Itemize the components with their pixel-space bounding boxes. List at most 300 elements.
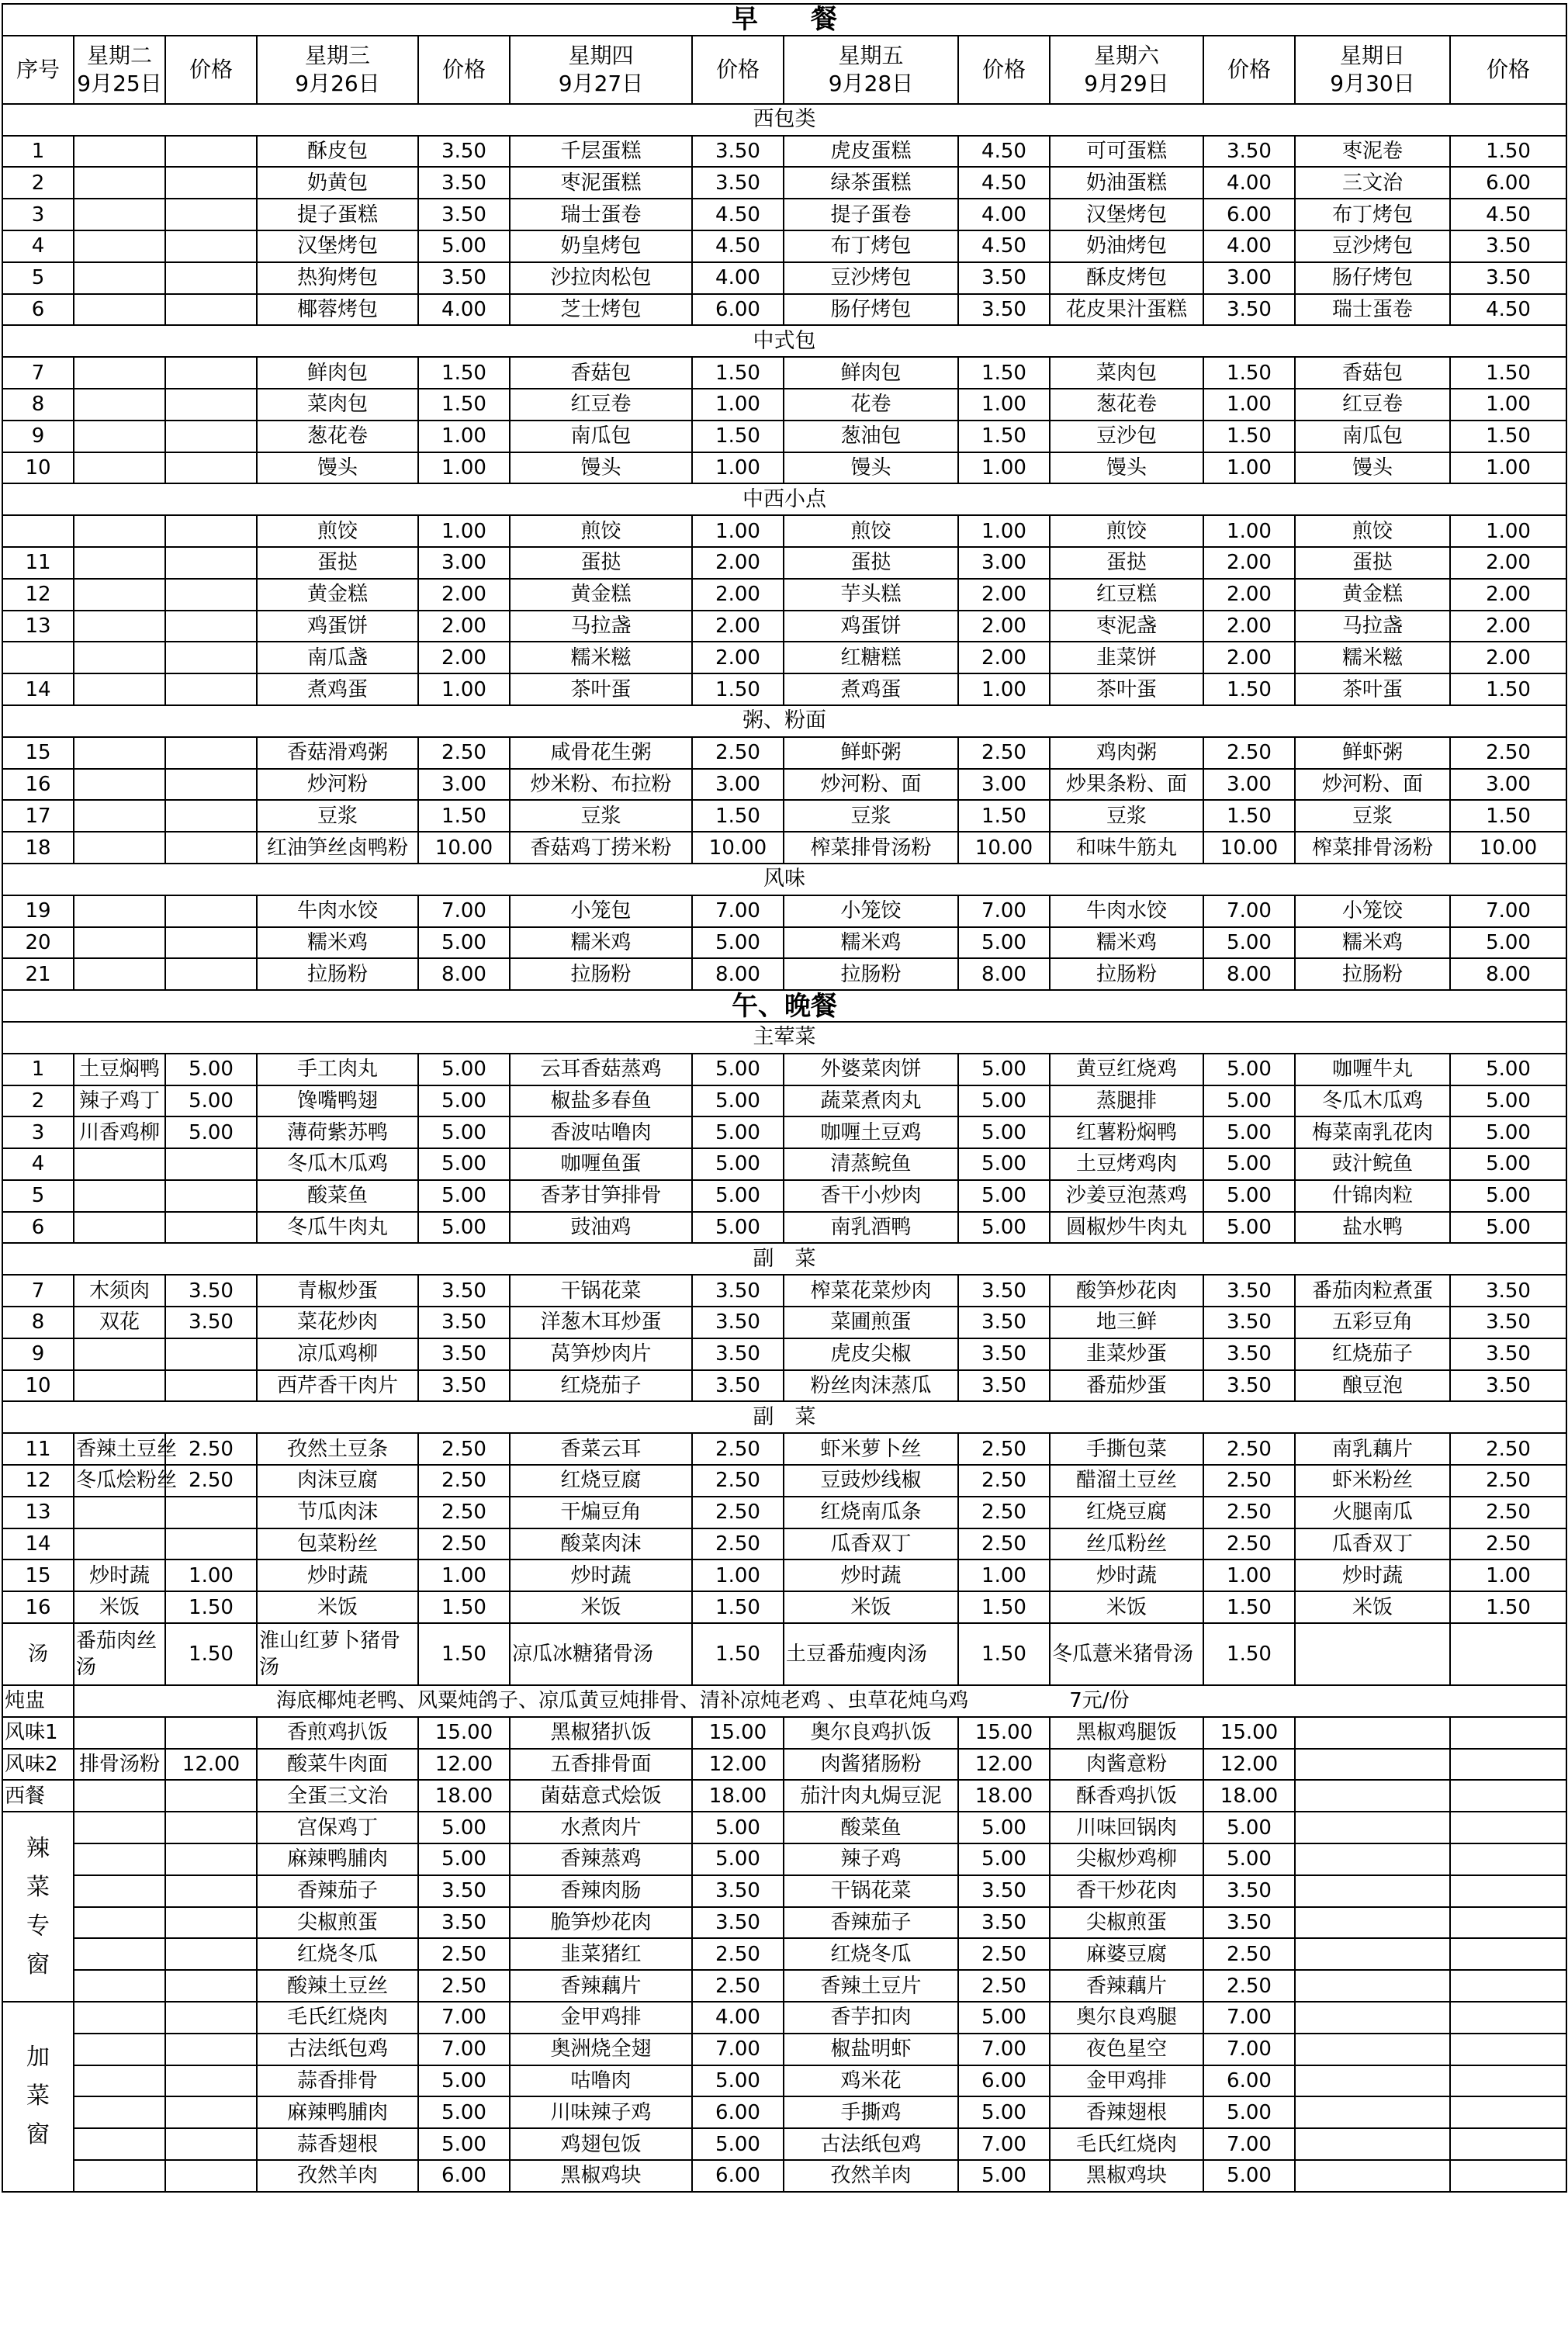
sun-price: 1.00 — [1450, 389, 1566, 421]
menu-row — [2, 1275, 1566, 1307]
wed-dish: 煮鸡蛋 — [257, 673, 418, 705]
sun-dish — [1295, 2065, 1450, 2097]
tue-dish — [74, 832, 165, 864]
sat-dish: 香辣翅根 — [1050, 2096, 1203, 2128]
wed-price: 18.00 — [418, 1780, 510, 1812]
fri-price: 1.50 — [958, 421, 1050, 452]
special-row — [2, 1749, 1566, 1781]
day-header — [510, 36, 692, 104]
wed-dish: 西芹香干肉片 — [257, 1370, 418, 1402]
tue-dish: 炒时蔬 — [74, 1559, 165, 1591]
sun-price: 2.00 — [1450, 579, 1566, 611]
tue-dish — [74, 294, 165, 326]
sun-price: 2.00 — [1450, 547, 1566, 579]
wed-price: 2.50 — [418, 1528, 510, 1560]
thu-price: 1.00 — [692, 389, 784, 421]
menu-row — [2, 927, 1566, 959]
section-title: 主荤菜 — [2, 1022, 1566, 1054]
thu-price: 3.50 — [692, 1370, 784, 1402]
thu-dish: 香辣蒸鸡 — [510, 1843, 692, 1875]
wed-dish: 淮山红萝卜猪骨汤 — [257, 1623, 418, 1685]
sun-dish: 馒头 — [1295, 452, 1450, 484]
soup-row — [2, 1623, 1566, 1685]
stew-label: 炖盅 — [2, 1685, 74, 1717]
thu-dish: 干煸豆角 — [510, 1497, 692, 1528]
sat-dish: 麻婆豆腐 — [1050, 1938, 1203, 1970]
wed-dish: 馋嘴鸭翅 — [257, 1085, 418, 1117]
menu-row — [2, 515, 1566, 547]
fri-dish: 手撕鸡 — [784, 2096, 958, 2128]
thu-price: 4.00 — [692, 2002, 784, 2034]
tue-dish — [74, 230, 165, 262]
tue-dish — [74, 895, 165, 927]
extra-row — [2, 2065, 1566, 2097]
sat-dish: 肉酱意粉 — [1050, 1749, 1203, 1781]
sat-price: 5.00 — [1203, 2096, 1295, 2128]
tue-price — [165, 769, 257, 801]
thu-dish: 煎饺 — [510, 515, 692, 547]
sun-dish — [1295, 2096, 1450, 2128]
sun-dish — [1295, 1623, 1450, 1685]
thu-price: 12.00 — [692, 1749, 784, 1781]
fri-dish: 红烧南瓜条 — [784, 1497, 958, 1528]
price-header: 价格 — [692, 36, 784, 104]
sun-dish: 肠仔烤包 — [1295, 262, 1450, 294]
spicy-row — [2, 1938, 1566, 1970]
tue-dish — [74, 1180, 165, 1212]
tue-dish — [74, 1938, 165, 1970]
sat-price: 2.50 — [1203, 1528, 1295, 1560]
wed-dish: 南瓜盏 — [257, 642, 418, 673]
wed-price: 3.00 — [418, 547, 510, 579]
sat-dish: 菜肉包 — [1050, 357, 1203, 389]
tue-price — [165, 2096, 257, 2128]
wed-price: 1.50 — [418, 357, 510, 389]
tue-price — [165, 357, 257, 389]
tue-price — [165, 800, 257, 832]
thu-dish: 鸡翅包饭 — [510, 2128, 692, 2160]
index-cell: 4 — [2, 1148, 74, 1180]
index-cell: 10 — [2, 452, 74, 484]
fri-dish: 外婆菜肉饼 — [784, 1054, 958, 1085]
sun-price — [1450, 1970, 1566, 2002]
tue-dish — [74, 1528, 165, 1560]
index-cell: 3 — [2, 1116, 74, 1148]
thu-price: 1.50 — [692, 357, 784, 389]
sun-dish: 瑞士蛋卷 — [1295, 294, 1450, 326]
index-cell — [2, 515, 74, 547]
section-title: 副 菜 — [2, 1243, 1566, 1275]
thu-dish: 咖喱鱼蛋 — [510, 1148, 692, 1180]
sun-price: 1.50 — [1450, 421, 1566, 452]
sat-dish: 醋溜土豆丝 — [1050, 1465, 1203, 1497]
sun-price — [1450, 1717, 1566, 1749]
thu-price: 2.50 — [692, 1970, 784, 2002]
sat-price: 3.50 — [1203, 136, 1295, 168]
fri-price: 5.00 — [958, 1843, 1050, 1875]
thu-dish: 莴笋炒肉片 — [510, 1338, 692, 1370]
stew-text: 海底椰炖老鸭、风粟炖鸽子、凉瓜黄豆炖排骨、清补凉炖老鸡 、虫草花炖乌鸡 7元/份 — [74, 1685, 1566, 1717]
section-title: 风味 — [2, 864, 1566, 895]
sat-dish: 手撕包菜 — [1050, 1433, 1203, 1465]
sun-price: 2.50 — [1450, 1528, 1566, 1560]
sat-dish: 汉堡烤包 — [1050, 199, 1203, 230]
fri-dish: 清蒸鲩鱼 — [784, 1148, 958, 1180]
wed-dish: 汉堡烤包 — [257, 230, 418, 262]
sat-price: 5.00 — [1203, 1054, 1295, 1085]
thu-dish: 奶皇烤包 — [510, 230, 692, 262]
tue-price: 3.50 — [165, 1307, 257, 1338]
menu-row — [2, 230, 1566, 262]
sat-dish: 红烧豆腐 — [1050, 1497, 1203, 1528]
thu-price: 8.00 — [692, 958, 784, 990]
fri-dish: 芋头糕 — [784, 579, 958, 611]
sun-dish — [1295, 1749, 1450, 1781]
thu-dish: 南瓜包 — [510, 421, 692, 452]
wed-dish: 酥皮包 — [257, 136, 418, 168]
sat-price: 2.50 — [1203, 737, 1295, 769]
fri-dish: 虾米萝卜丝 — [784, 1433, 958, 1465]
wed-dish: 酸菜鱼 — [257, 1180, 418, 1212]
thu-dish: 奥洲烧全翅 — [510, 2034, 692, 2065]
wed-dish: 提子蛋糕 — [257, 199, 418, 230]
sun-price: 5.00 — [1450, 1116, 1566, 1148]
tue-dish — [74, 1812, 165, 1843]
thu-price: 2.00 — [692, 642, 784, 673]
menu-row — [2, 832, 1566, 864]
wed-price: 6.00 — [418, 2160, 510, 2192]
sun-dish: 什锦肉粒 — [1295, 1180, 1450, 1212]
thu-price: 2.50 — [692, 1465, 784, 1497]
sun-dish: 糯米糍 — [1295, 642, 1450, 673]
special-label: 风味1 — [2, 1717, 74, 1749]
sun-dish: 榨菜排骨汤粉 — [1295, 832, 1450, 864]
wed-dish: 红烧冬瓜 — [257, 1938, 418, 1970]
sat-dish: 酸笋炒花肉 — [1050, 1275, 1203, 1307]
sat-price: 3.50 — [1203, 1338, 1295, 1370]
wed-price: 5.00 — [418, 927, 510, 959]
wed-dish: 古法纸包鸡 — [257, 2034, 418, 2065]
wed-dish: 肉沫豆腐 — [257, 1465, 418, 1497]
fri-price: 10.00 — [958, 832, 1050, 864]
sat-price: 10.00 — [1203, 832, 1295, 864]
sun-dish: 火腿南瓜 — [1295, 1497, 1450, 1528]
thu-dish: 黄金糕 — [510, 579, 692, 611]
tue-dish — [74, 1148, 165, 1180]
thu-dish: 韭菜猪红 — [510, 1938, 692, 1970]
fri-dish: 干锅花菜 — [784, 1875, 958, 1907]
weekday-label: 星期日 — [1339, 42, 1405, 68]
index-cell: 21 — [2, 958, 74, 990]
tue-price — [165, 958, 257, 990]
sun-price: 4.50 — [1450, 294, 1566, 326]
sat-price: 18.00 — [1203, 1780, 1295, 1812]
tue-price — [165, 230, 257, 262]
sun-dish: 南瓜包 — [1295, 421, 1450, 452]
wed-price: 3.50 — [418, 1875, 510, 1907]
tue-dish — [74, 515, 165, 547]
wed-price: 3.50 — [418, 1307, 510, 1338]
fri-dish: 虎皮蛋糕 — [784, 136, 958, 168]
sat-dish: 豆浆 — [1050, 800, 1203, 832]
sun-price: 3.50 — [1450, 230, 1566, 262]
wed-price: 4.00 — [418, 294, 510, 326]
sat-dish: 酥香鸡扒饭 — [1050, 1780, 1203, 1812]
weekday-label: 星期四 — [568, 42, 634, 68]
fri-price: 3.00 — [958, 547, 1050, 579]
wed-dish: 葱花卷 — [257, 421, 418, 452]
thu-dish: 金甲鸡排 — [510, 2002, 692, 2034]
fri-price: 3.50 — [958, 1338, 1050, 1370]
extra-row — [2, 2096, 1566, 2128]
tue-dish: 冬瓜烩粉丝 — [74, 1465, 165, 1497]
section-row — [2, 705, 1566, 737]
sun-dish: 拉肠粉 — [1295, 958, 1450, 990]
fri-dish: 南乳酒鸭 — [784, 1212, 958, 1244]
sun-dish — [1295, 1812, 1450, 1843]
wed-price: 3.50 — [418, 262, 510, 294]
menu-row — [2, 136, 1566, 168]
wed-dish: 菜花炒肉 — [257, 1307, 418, 1338]
price-header: 价格 — [418, 36, 510, 104]
wed-dish: 宫保鸡丁 — [257, 1812, 418, 1843]
thu-price: 5.00 — [692, 2128, 784, 2160]
menu-row — [2, 199, 1566, 230]
sun-dish: 三文治 — [1295, 167, 1450, 199]
thu-dish: 咸骨花生粥 — [510, 737, 692, 769]
wed-price: 2.00 — [418, 642, 510, 673]
sat-dish: 豆沙包 — [1050, 421, 1203, 452]
wed-price: 7.00 — [418, 2002, 510, 2034]
thu-price: 3.50 — [692, 1907, 784, 1939]
wed-dish: 全蛋三文治 — [257, 1780, 418, 1812]
fri-dish: 糯米鸡 — [784, 927, 958, 959]
sun-dish: 炒河粉、面 — [1295, 769, 1450, 801]
menu-row — [2, 262, 1566, 294]
thu-dish: 炒时蔬 — [510, 1559, 692, 1591]
thu-price: 5.00 — [692, 1116, 784, 1148]
fri-dish: 绿茶蛋糕 — [784, 167, 958, 199]
menu-row — [2, 579, 1566, 611]
index-cell: 10 — [2, 1370, 74, 1402]
wed-price: 3.00 — [418, 769, 510, 801]
sat-dish: 韭菜饼 — [1050, 642, 1203, 673]
sun-dish — [1295, 2034, 1450, 2065]
thu-dish: 香菇包 — [510, 357, 692, 389]
sun-price — [1450, 1907, 1566, 1939]
menu-row — [2, 1559, 1566, 1591]
thu-price: 1.50 — [692, 1623, 784, 1685]
fri-dish: 炒河粉、面 — [784, 769, 958, 801]
tue-dish — [74, 1212, 165, 1244]
tue-price — [165, 1938, 257, 1970]
sun-dish — [1295, 1938, 1450, 1970]
sat-dish: 夜色星空 — [1050, 2034, 1203, 2065]
fri-price: 1.50 — [958, 800, 1050, 832]
sat-dish: 糯米鸡 — [1050, 927, 1203, 959]
section-title: 粥、粉面 — [2, 705, 1566, 737]
thu-price: 5.00 — [692, 927, 784, 959]
fri-price: 1.00 — [958, 1559, 1050, 1591]
fri-dish: 香辣茄子 — [784, 1907, 958, 1939]
sat-dish: 馒头 — [1050, 452, 1203, 484]
fri-price: 5.00 — [958, 1812, 1050, 1843]
tue-price — [165, 515, 257, 547]
thu-dish: 小笼包 — [510, 895, 692, 927]
fri-dish: 椒盐明虾 — [784, 2034, 958, 2065]
tue-dish — [74, 199, 165, 230]
thu-dish: 黑椒鸡块 — [510, 2160, 692, 2192]
wed-price: 5.00 — [418, 1085, 510, 1117]
index-cell: 13 — [2, 1497, 74, 1528]
fri-price: 15.00 — [958, 1717, 1050, 1749]
tue-dish — [74, 357, 165, 389]
wed-price: 2.50 — [418, 1465, 510, 1497]
fri-dish: 茄汁肉丸焗豆泥 — [784, 1780, 958, 1812]
sun-price: 3.00 — [1450, 769, 1566, 801]
fri-price: 4.50 — [958, 230, 1050, 262]
tue-price — [165, 1212, 257, 1244]
wed-price: 5.00 — [418, 1212, 510, 1244]
weekday-label: 星期五 — [838, 42, 904, 68]
tue-price: 1.50 — [165, 1623, 257, 1685]
fri-dish: 香干小炒肉 — [784, 1180, 958, 1212]
sat-price: 2.00 — [1203, 547, 1295, 579]
index-cell: 6 — [2, 1212, 74, 1244]
sat-price: 3.50 — [1203, 1370, 1295, 1402]
thu-price: 1.00 — [692, 452, 784, 484]
sun-dish: 豆沙烤包 — [1295, 230, 1450, 262]
fri-price: 2.00 — [958, 611, 1050, 642]
sun-dish: 鲜虾粥 — [1295, 737, 1450, 769]
tue-price — [165, 737, 257, 769]
sat-price: 6.00 — [1203, 2065, 1295, 2097]
menu-row — [2, 1212, 1566, 1244]
fri-dish: 煎饺 — [784, 515, 958, 547]
wed-dish: 香煎鸡扒饭 — [257, 1717, 418, 1749]
sat-price: 3.50 — [1203, 1875, 1295, 1907]
fri-dish: 红烧冬瓜 — [784, 1938, 958, 1970]
sun-price: 2.00 — [1450, 611, 1566, 642]
fri-price: 1.00 — [958, 673, 1050, 705]
index-cell: 7 — [2, 1275, 74, 1307]
wed-dish: 热狗烤包 — [257, 262, 418, 294]
wed-price: 5.00 — [418, 1812, 510, 1843]
sun-dish: 盐水鸭 — [1295, 1212, 1450, 1244]
index-cell: 2 — [2, 167, 74, 199]
sat-price: 12.00 — [1203, 1749, 1295, 1781]
tue-dish: 土豆焖鸭 — [74, 1054, 165, 1085]
fri-dish: 孜然羊肉 — [784, 2160, 958, 2192]
thu-dish: 茶叶蛋 — [510, 673, 692, 705]
spicy-row — [2, 1812, 1566, 1843]
fri-price: 2.50 — [958, 737, 1050, 769]
index-cell: 14 — [2, 1528, 74, 1560]
sat-dish: 冬瓜薏米猪骨汤 — [1050, 1623, 1203, 1685]
fri-price: 5.00 — [958, 2096, 1050, 2128]
fri-dish: 辣子鸡 — [784, 1843, 958, 1875]
sat-price: 5.00 — [1203, 1116, 1295, 1148]
wed-dish: 菜肉包 — [257, 389, 418, 421]
tue-dish — [74, 1497, 165, 1528]
fri-dish: 葱油包 — [784, 421, 958, 452]
thu-price: 5.00 — [692, 1085, 784, 1117]
sat-price: 3.50 — [1203, 1275, 1295, 1307]
wed-price: 2.50 — [418, 1433, 510, 1465]
index-cell: 14 — [2, 673, 74, 705]
fri-dish: 咖喱土豆鸡 — [784, 1116, 958, 1148]
tue-price — [165, 421, 257, 452]
tue-dish — [74, 1780, 165, 1812]
menu-row — [2, 611, 1566, 642]
tue-dish — [74, 389, 165, 421]
section-title: 副 菜 — [2, 1401, 1566, 1433]
sat-price: 15.00 — [1203, 1717, 1295, 1749]
sat-dish: 番茄炒蛋 — [1050, 1370, 1203, 1402]
tue-price — [165, 1370, 257, 1402]
wed-price: 2.50 — [418, 1497, 510, 1528]
tue-dish — [74, 2034, 165, 2065]
sun-dish: 梅菜南乳花肉 — [1295, 1116, 1450, 1148]
tue-dish — [74, 1875, 165, 1907]
sun-dish: 五彩豆角 — [1295, 1307, 1450, 1338]
lunch-title-row — [2, 990, 1566, 1022]
wed-dish: 拉肠粉 — [257, 958, 418, 990]
sun-price: 5.00 — [1450, 1054, 1566, 1085]
thu-dish: 香波咕噜肉 — [510, 1116, 692, 1148]
sun-price — [1450, 1780, 1566, 1812]
sat-dish: 韭菜炒蛋 — [1050, 1338, 1203, 1370]
fri-price: 2.00 — [958, 579, 1050, 611]
tue-dish — [74, 452, 165, 484]
sun-price — [1450, 2065, 1566, 2097]
day-header — [1295, 36, 1450, 104]
day-header — [74, 36, 165, 104]
spicy-row — [2, 1907, 1566, 1939]
sat-dish: 土豆烤鸡肉 — [1050, 1148, 1203, 1180]
thu-price: 5.00 — [692, 1054, 784, 1085]
tue-price — [165, 2065, 257, 2097]
tue-dish — [74, 1843, 165, 1875]
menu-row — [2, 1591, 1566, 1623]
thu-price: 6.00 — [692, 2160, 784, 2192]
special-label: 西餐 — [2, 1780, 74, 1812]
sun-price — [1450, 2160, 1566, 2192]
section-row — [2, 104, 1566, 136]
sun-price: 3.50 — [1450, 1338, 1566, 1370]
tue-dish — [74, 547, 165, 579]
menu-row — [2, 769, 1566, 801]
menu-row — [2, 1180, 1566, 1212]
sun-price: 7.00 — [1450, 895, 1566, 927]
tue-dish — [74, 642, 165, 673]
fri-dish: 榨菜排骨汤粉 — [784, 832, 958, 864]
menu-row — [2, 1148, 1566, 1180]
sat-dish: 牛肉水饺 — [1050, 895, 1203, 927]
tue-price — [165, 673, 257, 705]
sat-price: 1.00 — [1203, 515, 1295, 547]
tue-price — [165, 1717, 257, 1749]
sat-price: 1.00 — [1203, 1559, 1295, 1591]
extra-row — [2, 2034, 1566, 2065]
thu-dish: 凉瓜冰糖猪骨汤 — [510, 1623, 692, 1685]
weekday-label: 星期三 — [304, 42, 370, 68]
fri-price: 5.00 — [958, 1116, 1050, 1148]
index-cell: 12 — [2, 579, 74, 611]
thu-dish: 咕噜肉 — [510, 2065, 692, 2097]
wed-dish: 孜然土豆条 — [257, 1433, 418, 1465]
tue-price: 2.50 — [165, 1433, 257, 1465]
